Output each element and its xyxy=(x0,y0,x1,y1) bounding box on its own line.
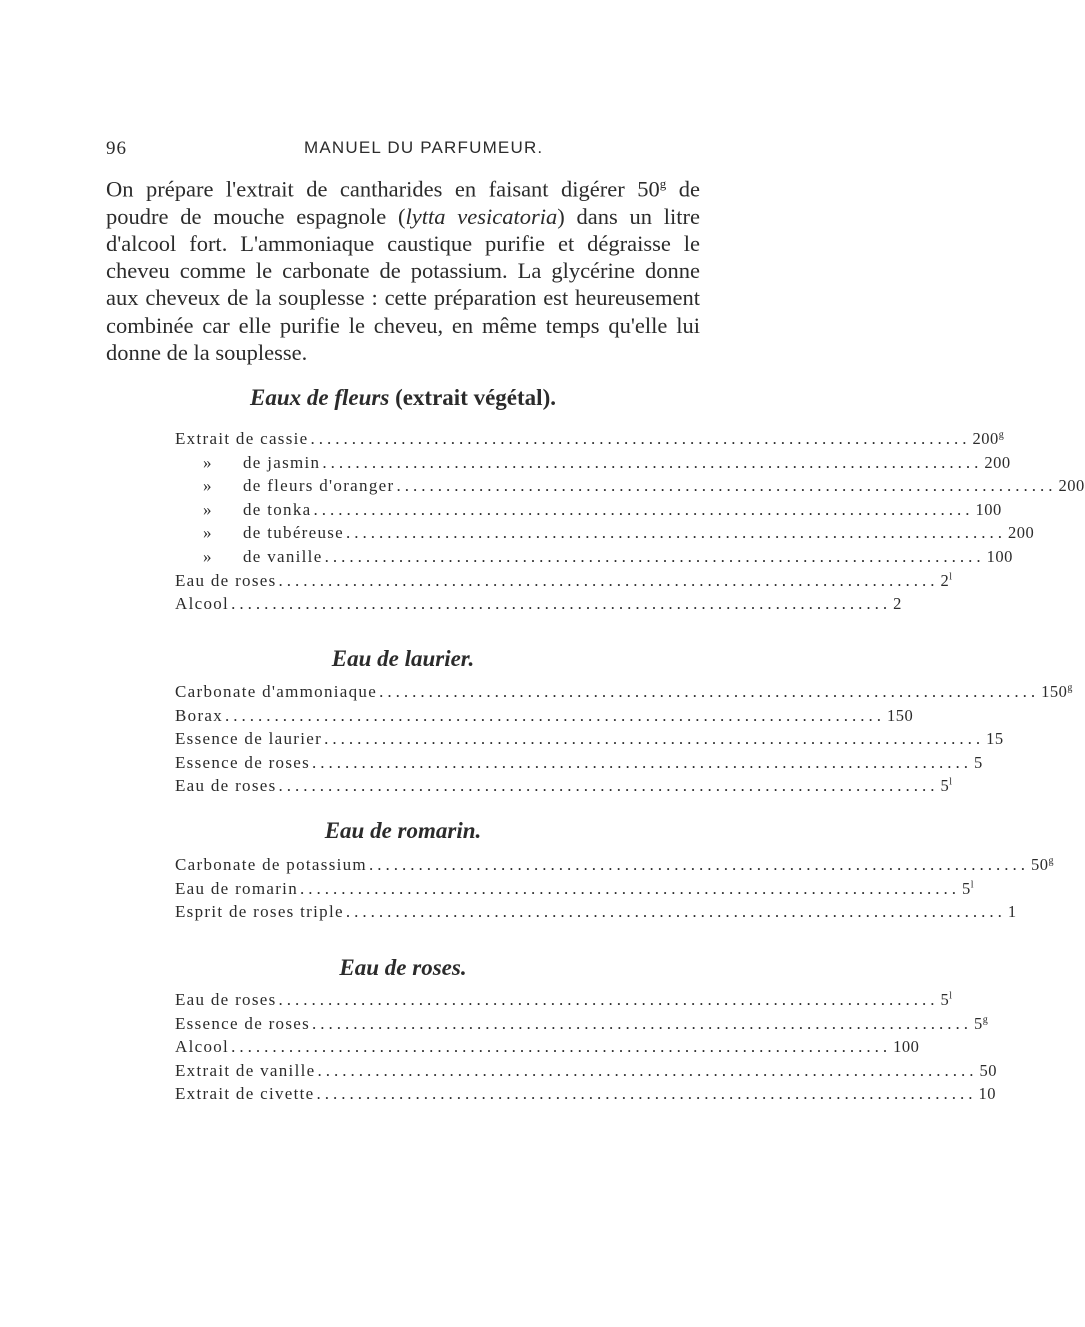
quantity xyxy=(1008,900,1017,924)
ingredient-name: Alcool xyxy=(175,1037,230,1057)
recipe-row xyxy=(175,853,1054,877)
section-title: Eau de laurier. xyxy=(331,646,475,671)
ingredient-label xyxy=(175,569,277,593)
ingredient-name: Essence de roses xyxy=(175,752,311,772)
recipe-row xyxy=(175,498,1002,522)
section-title: Eau de roses. xyxy=(339,955,467,980)
leader-dots: ................................................................................ xyxy=(324,546,985,566)
quantity xyxy=(987,545,1013,569)
ditto-mark: » xyxy=(203,546,212,566)
quantity xyxy=(941,774,953,798)
recipe-row xyxy=(175,900,1017,924)
quantity xyxy=(1031,853,1054,877)
leader-dots: ................................................................................ xyxy=(346,523,1007,543)
quantity xyxy=(1008,521,1034,545)
quantity-value: 100 xyxy=(975,499,1002,519)
paragraph-text: On prépare l'extrait de cantharides en faisant digérer 50 xyxy=(106,176,660,202)
quantity xyxy=(941,988,953,1012)
recipe-row xyxy=(175,774,953,798)
quantity-value: 200 xyxy=(1008,523,1035,543)
ingredient-name: de jasmin xyxy=(243,452,321,472)
quantity-unit: g xyxy=(1067,682,1073,694)
paragraph-text: ) dans un litre d'alcool fort. L'ammoniaque caustique purifie et dégraisse le cheveu comme le carbonate de potassium. La glycérine donne aux cheveux de la souplesse : cette préparation est heureusement combinée car elle purifie le cheveu, en même temps qu'elle lui donne de la souplesse. xyxy=(106,203,701,365)
intro-paragraph xyxy=(106,170,700,366)
leader-dots: ................................................................................ xyxy=(313,499,974,519)
quantity xyxy=(1058,474,1084,498)
recipe-row xyxy=(175,451,1011,475)
recipe-row xyxy=(175,474,1085,498)
ingredient-label xyxy=(175,727,322,751)
quantity-value: 200 xyxy=(1058,476,1085,496)
quantity-value: 200 xyxy=(984,452,1011,472)
quantity xyxy=(893,1035,919,1059)
recipe-row xyxy=(175,1012,989,1036)
ingredient-label xyxy=(175,1059,315,1083)
leader-dots: ................................................................................ xyxy=(316,1084,977,1104)
quantity xyxy=(974,751,983,775)
ingredient-label xyxy=(175,427,309,451)
ditto-mark: » xyxy=(203,523,212,543)
quantity-value: 50 xyxy=(979,1060,997,1080)
ingredient-name: Eau de roses xyxy=(175,776,277,796)
quantity-value: 5 xyxy=(974,752,983,772)
quantity-unit: g xyxy=(1048,855,1054,867)
ingredient-label xyxy=(175,545,323,569)
leader-dots: ................................................................................ xyxy=(278,570,939,590)
recipe-row xyxy=(175,751,983,775)
ingredient-name: de tonka xyxy=(243,499,312,519)
quantity xyxy=(975,498,1001,522)
quantity xyxy=(984,451,1010,475)
quantity-value: 100 xyxy=(893,1037,920,1057)
ingredient-name: Carbonate de potassium xyxy=(175,855,367,874)
quantity-value: 5 xyxy=(940,776,950,796)
quantity-value: 5 xyxy=(962,878,971,898)
quantity-value: 2 xyxy=(940,570,950,590)
quantity-value: 50 xyxy=(1030,855,1049,874)
ingredient-label xyxy=(175,1012,310,1036)
quantity-value: 15 xyxy=(986,729,1004,749)
recipe-row xyxy=(175,680,1073,704)
leader-dots: ................................................................................ xyxy=(322,452,983,472)
ingredient-label xyxy=(175,680,377,704)
recipe-table xyxy=(175,853,1054,924)
quantity-value: 5 xyxy=(940,990,950,1009)
ingredient-label xyxy=(175,853,367,877)
ingredient-name: Extrait de cassie xyxy=(175,429,309,448)
leader-dots: ................................................................................ xyxy=(396,476,1057,496)
quantity xyxy=(986,727,1004,751)
leader-dots: ................................................................................ xyxy=(231,1037,892,1057)
ingredient-name: Borax xyxy=(175,705,224,725)
quantity xyxy=(887,704,913,728)
ingredient-name: Essence de roses xyxy=(175,1013,311,1033)
recipe-row xyxy=(175,704,914,728)
leader-dots: ................................................................................ xyxy=(300,878,960,898)
page-header xyxy=(106,138,696,162)
recipe-row xyxy=(175,545,1013,569)
ingredient-label xyxy=(175,1082,315,1106)
leader-dots: ................................................................................ xyxy=(225,705,886,725)
ditto-mark: » xyxy=(203,452,212,472)
quantity-value: 150 xyxy=(887,705,914,725)
ditto-mark: » xyxy=(203,476,212,496)
quantity-value: 2 xyxy=(893,594,902,614)
recipe-row xyxy=(175,727,1004,751)
leader-dots: ................................................................................ xyxy=(231,594,892,614)
recipe-table xyxy=(175,427,1085,616)
ingredient-name: de fleurs d'oranger xyxy=(243,476,395,496)
ingredient-label xyxy=(175,751,310,775)
quantity-value: 100 xyxy=(986,546,1013,566)
paragraph-text: de poudre de mouche espagnole ( xyxy=(106,176,700,229)
ingredient-name: Carbonate d'ammoniaque xyxy=(175,682,378,701)
ditto-mark: » xyxy=(203,499,212,519)
ingredient-name: de vanille xyxy=(243,546,323,566)
quantity-value: 10 xyxy=(978,1084,997,1104)
ingredient-name: Eau de roses xyxy=(175,570,277,590)
leader-dots: ................................................................................ xyxy=(379,682,1040,701)
quantity-value: 150 xyxy=(1041,682,1068,701)
ingredient-name: Extrait de vanille xyxy=(175,1060,316,1080)
quantity xyxy=(1041,680,1073,704)
ingredient-label xyxy=(175,498,311,522)
recipe-table xyxy=(175,988,997,1106)
ingredient-label xyxy=(175,1035,229,1059)
ingredient-label xyxy=(175,900,344,924)
ingredient-name: Essence de laurier xyxy=(175,729,323,749)
ingredient-name: Alcool xyxy=(175,594,230,614)
leader-dots: ................................................................................ xyxy=(310,429,971,448)
recipe-table xyxy=(175,680,1073,798)
section-title: Eaux de fleurs (extrait végétal). xyxy=(250,385,556,410)
recipe-row xyxy=(175,877,975,901)
ingredient-label xyxy=(175,474,394,498)
quantity xyxy=(974,1012,988,1036)
leader-dots: ................................................................................ xyxy=(312,752,973,772)
leader-dots: ................................................................................ xyxy=(368,855,1029,874)
leader-dots: ................................................................................ xyxy=(317,1060,978,1080)
quantity-unit: g xyxy=(998,429,1005,441)
running-title: MANUEL DU PARFUMEUR. xyxy=(304,138,544,157)
ingredient-label xyxy=(175,592,229,616)
unit-grams: g xyxy=(659,176,667,191)
ingredient-label xyxy=(175,704,223,728)
ingredient-name: de tubéreuse xyxy=(243,523,345,543)
ingredient-label xyxy=(175,451,320,475)
ingredient-label xyxy=(175,877,298,901)
quantity xyxy=(973,427,1005,451)
leader-dots: ................................................................................ xyxy=(324,729,985,749)
leader-dots: ................................................................................ xyxy=(312,1013,973,1033)
ingredient-label xyxy=(175,988,277,1012)
recipe-row xyxy=(175,1082,997,1106)
quantity-value: 200 xyxy=(972,429,999,448)
ingredient-label xyxy=(175,774,277,798)
ingredient-name: Eau de roses xyxy=(175,990,277,1009)
leader-dots: ................................................................................ xyxy=(278,776,939,796)
ingredient-label xyxy=(175,521,344,545)
quantity-unit: l xyxy=(949,776,953,788)
quantity-value: 5 xyxy=(974,1013,983,1033)
quantity xyxy=(979,1059,997,1083)
recipe-row xyxy=(175,592,902,616)
ingredient-name: Esprit de roses triple xyxy=(175,902,344,922)
quantity xyxy=(979,1082,997,1106)
ingredient-name: Extrait de civette xyxy=(175,1084,315,1104)
quantity-unit: l xyxy=(970,879,975,891)
leader-dots: ................................................................................ xyxy=(278,990,939,1009)
leader-dots: ................................................................................ xyxy=(345,902,1006,922)
quantity-value: 1 xyxy=(1007,902,1017,922)
recipe-row xyxy=(175,569,953,593)
page-number: 96 xyxy=(106,138,127,159)
quantity xyxy=(941,569,953,593)
quantity-unit: l xyxy=(949,990,953,1002)
recipe-row xyxy=(175,427,1005,451)
recipe-row xyxy=(175,1059,997,1083)
ingredient-name: Eau de romarin xyxy=(175,878,298,898)
recipe-row xyxy=(175,1035,920,1059)
quantity xyxy=(962,877,974,901)
recipe-row xyxy=(175,988,953,1012)
recipe-row xyxy=(175,521,1035,545)
quantity xyxy=(893,592,902,616)
latin-name: lytta vesicatoria xyxy=(405,203,558,229)
section-title: Eau de romarin. xyxy=(324,818,482,843)
quantity-unit: l xyxy=(949,571,953,583)
quantity-unit: g xyxy=(982,1014,989,1026)
